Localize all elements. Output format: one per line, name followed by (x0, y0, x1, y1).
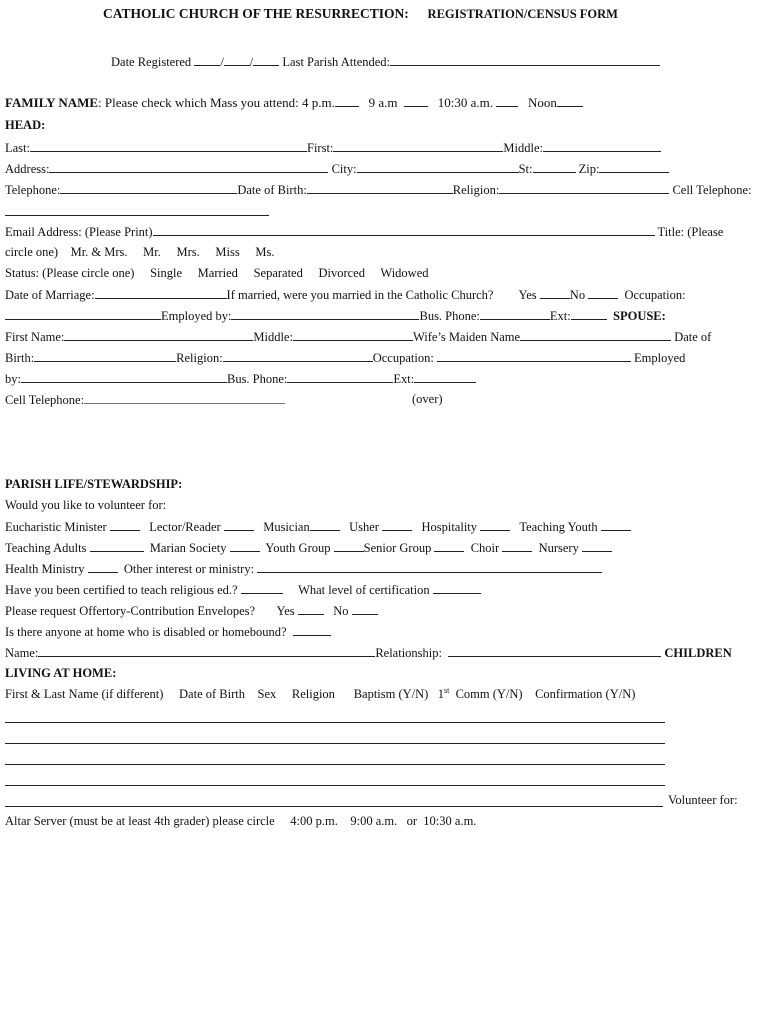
vol-hospitality: Hospitality (421, 520, 478, 534)
head-dob-field[interactable] (307, 182, 453, 194)
altar-9am[interactable]: 9:00 a.m. (350, 814, 398, 828)
spouse-bus-phone-field[interactable] (287, 371, 393, 383)
status-married[interactable]: Married (197, 266, 238, 280)
vol-teaching-adults-check[interactable] (90, 540, 144, 552)
other-interest-label: Other interest or ministry: (123, 562, 255, 576)
cert-level-label: What level of certification (298, 583, 430, 597)
children-columns (5, 687, 635, 702)
spouse-employed-label: Employed (634, 351, 686, 365)
head-telephone-field[interactable] (60, 182, 237, 194)
spouse-heading: SPOUSE: (613, 309, 666, 323)
relationship-field[interactable] (448, 645, 661, 657)
vol-youth-group: Youth Group (265, 541, 331, 555)
altar-server-row (5, 814, 476, 829)
parish-heading: PARISH LIFE/STEWARDSHIP: (5, 477, 183, 491)
altar-or: or (406, 814, 418, 828)
vol-senior-group-check[interactable] (434, 540, 464, 552)
vol-usher: Usher (349, 520, 379, 534)
mass-9am-check[interactable] (404, 95, 428, 107)
bus-phone-label: Bus. Phone: (419, 309, 480, 323)
vol-usher-check[interactable] (382, 519, 412, 531)
homebound-name-field[interactable] (38, 645, 375, 657)
spouse-occupation-field[interactable] (437, 350, 631, 362)
altar-4pm[interactable]: 4:00 p.m. (290, 814, 338, 828)
envelopes-label: Please request Offertory-Contribution Envelopes? (5, 604, 256, 618)
col-name: First & Last Name (if different) (5, 687, 164, 701)
spouse-first-field[interactable] (64, 329, 253, 341)
homebound-row (5, 624, 331, 640)
status-single[interactable]: Single (150, 266, 183, 280)
date-slash: / (220, 55, 224, 69)
last-parish-label: Last Parish Attended: (282, 55, 391, 69)
head-last-field[interactable] (30, 140, 307, 152)
col-confirmation: Confirmation (Y/N) (535, 687, 636, 701)
volunteer-row-2 (5, 540, 612, 556)
st-label: St: (518, 162, 533, 176)
vol-teaching-youth: Teaching Youth (519, 520, 598, 534)
col-dob: Date of Birth (179, 687, 245, 701)
married-yes-label: Yes (518, 288, 537, 302)
spouse-religion-field[interactable] (223, 350, 373, 362)
volunteer-row-1 (5, 519, 631, 535)
maiden-name-field[interactable] (520, 329, 671, 341)
vol-health-ministry-check[interactable] (88, 561, 118, 573)
vol-eucharistic-minister-check[interactable] (110, 519, 140, 531)
homebound-label: Is there anyone at home who is disabled or homebound? (5, 625, 287, 639)
registration-row (111, 54, 660, 70)
title-ms[interactable]: Ms. (255, 245, 275, 259)
cert-level-field[interactable] (433, 582, 481, 594)
mass-4pm-check[interactable] (335, 95, 359, 107)
volunteer-for-label: Volunteer for: (668, 793, 738, 807)
vol-senior-group: Senior Group (363, 541, 432, 555)
spouse-first-label: First Name: (5, 330, 65, 344)
middle-label: Middle: (503, 141, 543, 155)
date-day-field[interactable] (224, 54, 250, 66)
vol-marian-society: Marian Society (149, 541, 227, 555)
status-separated[interactable]: Separated (253, 266, 303, 280)
married-no-field[interactable] (588, 287, 618, 299)
ext-label: Ext: (549, 309, 571, 323)
vol-lector: Lector/Reader (149, 520, 221, 534)
vol-health-ministry: Health Ministry (5, 562, 85, 576)
head-name-row (5, 140, 661, 156)
title-miss[interactable]: Miss (215, 245, 240, 259)
child-row-3[interactable] (5, 764, 665, 765)
over-note: (over) (412, 392, 443, 406)
married-yes-field[interactable] (540, 287, 570, 299)
certified-field[interactable] (241, 582, 283, 594)
spouse-ext-field[interactable] (414, 371, 476, 383)
email-label: Email Address: (Please Print) (5, 225, 153, 239)
mass-prompt: : Please check which Mass you attend: (98, 95, 299, 110)
head-first-field[interactable] (333, 140, 503, 152)
address-label: Address: (5, 162, 50, 176)
spouse-dob-label-cont: Birth: (5, 351, 35, 365)
telephone-label: Telephone: (5, 183, 61, 197)
child-row-4[interactable] (5, 785, 665, 786)
title-label-cont: circle one) (5, 245, 59, 259)
col-comm-sup: st (443, 685, 450, 695)
employed-by-label: Employed by: (161, 309, 232, 323)
religion-label: Religion: (452, 183, 500, 197)
head-address-row (5, 161, 669, 177)
vol-choir: Choir (470, 541, 500, 555)
spouse-bus-phone-label: Bus. Phone: (226, 372, 288, 386)
maiden-name-label: Wife’s Maiden Name (412, 330, 521, 344)
vol-youth-group-check[interactable] (334, 540, 364, 552)
vol-choir-check[interactable] (502, 540, 532, 552)
family-name-label: FAMILY NAME (5, 95, 99, 110)
vol-musician-check[interactable] (310, 519, 340, 531)
vol-musician: Musician (263, 520, 310, 534)
head-title-row (5, 245, 274, 260)
mass-4pm: 4 p.m. (302, 95, 335, 110)
spouse-occupation-label: Occupation: (372, 351, 434, 365)
homebound-name-row (5, 645, 732, 661)
spouse-cell-label: Cell Telephone: (5, 393, 85, 407)
form-name: REGISTRATION/CENSUS FORM (427, 7, 618, 21)
married-church-label: If married, were you married in the Catholic Church? (226, 288, 494, 302)
altar-server-label: Altar Server (must be at least 4th grader) please circle (5, 814, 275, 828)
date-registered-label: Date Registered (111, 55, 192, 69)
date-year-field[interactable] (253, 54, 279, 66)
last-parish-field[interactable] (390, 54, 660, 66)
envelopes-yes-field[interactable] (298, 603, 324, 615)
head-phone-row (5, 182, 752, 198)
spouse-employed-label-cont: by: (5, 372, 21, 386)
head-st-field[interactable] (533, 161, 576, 173)
children-heading: CHILDREN (664, 646, 732, 660)
col-baptism: Baptism (Y/N) (353, 687, 429, 701)
spouse-employer-row (5, 371, 476, 387)
spouse-middle-label: Middle: (253, 330, 293, 344)
spouse-dob-label: Date of (674, 330, 712, 344)
mass-noon-check[interactable] (557, 95, 583, 107)
page-title (103, 6, 618, 22)
status-widowed[interactable]: Widowed (380, 266, 429, 280)
head-city-field[interactable] (357, 161, 519, 173)
mass-9am: 9 a.m (368, 95, 398, 110)
mass-noon: Noon (528, 95, 557, 110)
head-middle-field[interactable] (543, 140, 661, 152)
col-comm: Comm (Y/N) (455, 687, 523, 701)
volunteer-question: Would you like to volunteer for: (5, 498, 167, 512)
married-no-label: No (569, 288, 586, 302)
vol-nursery: Nursery (538, 541, 579, 555)
head-employer-row (5, 308, 666, 324)
marriage-date-label: Date of Marriage: (5, 288, 95, 302)
envelopes-row (5, 603, 378, 619)
head-cell-field[interactable] (5, 215, 269, 216)
occupation-label: Occupation: (624, 288, 686, 302)
vol-teaching-youth-check[interactable] (601, 519, 631, 531)
head-bus-phone-field[interactable] (480, 308, 550, 320)
marriage-date-field[interactable] (95, 287, 227, 299)
status-divorced[interactable]: Divorced (318, 266, 365, 280)
vol-marian-society-check[interactable] (230, 540, 260, 552)
head-religion-field[interactable] (499, 182, 669, 194)
title-mrs[interactable]: Mrs. (176, 245, 200, 259)
spouse-dob-field[interactable] (34, 350, 176, 362)
volunteer-row-3 (5, 561, 602, 577)
certification-row (5, 582, 481, 598)
spouse-name-row (5, 329, 711, 345)
head-marriage-row (5, 287, 686, 303)
head-occupation-field[interactable] (5, 308, 161, 320)
title-mr-mrs[interactable]: Mr. & Mrs. (70, 245, 128, 259)
child-row-2[interactable] (5, 743, 665, 744)
cell-label: Cell Telephone: (672, 183, 752, 197)
mass-1030am-check[interactable] (496, 95, 518, 107)
col-sex: Sex (257, 687, 277, 701)
head-zip-field[interactable] (599, 161, 669, 173)
family-row (5, 95, 583, 110)
child-row-5[interactable] (5, 806, 663, 807)
date-month-field[interactable] (194, 54, 220, 66)
envelopes-no-field[interactable] (352, 603, 378, 615)
homebound-name-label: Name: (5, 646, 39, 660)
col-religion: Religion (291, 687, 335, 701)
vol-lector-check[interactable] (224, 519, 254, 531)
spouse-birth-row (5, 350, 685, 366)
head-email-row (5, 224, 723, 240)
vol-nursery-check[interactable] (582, 540, 612, 552)
children-heading-cont: LIVING AT HOME: (5, 666, 117, 680)
first-label: First: (307, 141, 334, 155)
head-heading: HEAD: (5, 118, 46, 132)
head-email-field[interactable] (153, 224, 655, 236)
vol-teaching-adults: Teaching Adults (5, 541, 87, 555)
church-name: CATHOLIC CHURCH OF THE RESURRECTION: (103, 6, 409, 21)
title-mr[interactable]: Mr. (143, 245, 161, 259)
spouse-cell-field[interactable] (84, 392, 285, 404)
spouse-middle-field[interactable] (293, 329, 413, 341)
certified-label: Have you been certified to teach religious ed.? (5, 583, 238, 597)
head-ext-field[interactable] (571, 308, 607, 320)
spouse-ext-label: Ext: (393, 372, 415, 386)
status-label: Status: (Please circle one) (5, 266, 135, 280)
title-label: Title: (Please (657, 225, 724, 239)
vol-hospitality-check[interactable] (480, 519, 510, 531)
head-status-row (5, 266, 429, 281)
envelopes-no-label: No (333, 604, 349, 618)
dob-label: Date of Birth: (237, 183, 307, 197)
homebound-field[interactable] (293, 624, 331, 636)
vol-eucharistic-minister: Eucharistic Minister (5, 520, 107, 534)
other-interest-field[interactable] (257, 561, 602, 573)
col-comm-num: 1 (437, 687, 444, 701)
spouse-employer-field[interactable] (21, 371, 227, 383)
altar-1030am[interactable]: 10:30 a.m. (423, 814, 477, 828)
last-label: Last: (5, 141, 30, 155)
date-slash-2: / (249, 55, 254, 69)
spouse-cell-row (5, 392, 285, 408)
child-row-1[interactable] (5, 722, 665, 723)
zip-label: Zip: (578, 162, 600, 176)
relationship-label: Relationship: (375, 646, 442, 660)
envelopes-yes-label: Yes (276, 604, 295, 618)
head-employer-field[interactable] (231, 308, 419, 320)
mass-1030am: 10:30 a.m. (437, 95, 494, 110)
city-label: City: (331, 162, 357, 176)
spouse-religion-label: Religion: (176, 351, 223, 365)
head-address-field[interactable] (49, 161, 328, 173)
